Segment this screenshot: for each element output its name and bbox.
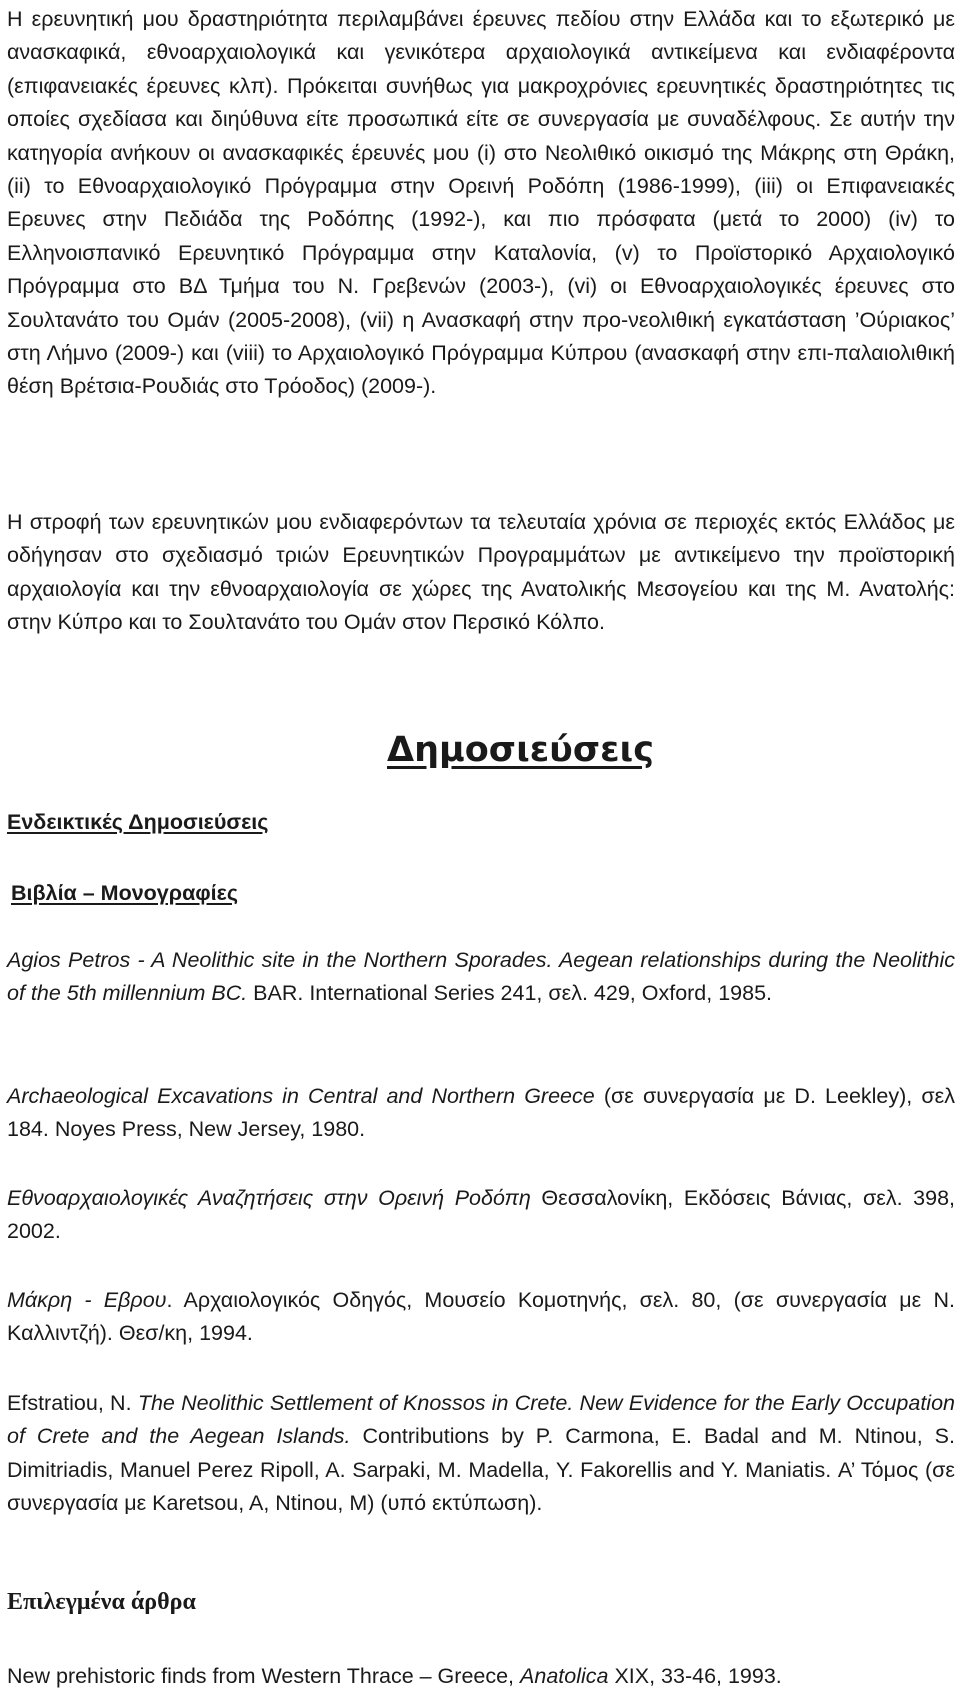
book-title: The Neolithic Settlement of Knossos in Crete. New Evidence for the Early Occupation of Crete and the Aegean Islands. [7,1391,955,1449]
book-details: (σε συνεργασία με D. Leekley), σελ 184. Noyes Press, New Jersey, 1980. [7,1084,955,1142]
book-details: Θεσσαλονίκη, Εκδόσεις Βάνιας, σελ. 398, 2002. [7,1186,956,1244]
selected-articles-heading: Επιλεγμένα άρθρα [7,1589,196,1615]
books-heading [11,881,238,906]
book-entry [7,1387,955,1521]
intro-paragraph-2: Η στροφή των ερευνητικών μου ενδιαφερόντων τα τελευταία χρόνια σε περιοχές εκτός Ελλάδος με οδήγησαν στο σχεδιασμό τριών Ερευνητικών Προγραμμάτων με αντικείμενο την προϊστορική αρχαιολογία και την εθνοαρχαιολογία σε χώρες της Ανατολικής Μεσογείου και της Μ. Ανατολής: στην Κύπρο και το Σουλτανάτο του Ομάν στον Περσικό Κόλπο. [7,510,955,635]
book-author: Efstratiou, N. [7,1391,138,1415]
book-title: Archaeological Excavations in Central and Northern Greece [7,1084,595,1108]
book-entry [7,1284,955,1351]
book-entry [7,1182,955,1249]
book-title: Εθνοαρχαιολογικές Αναζητήσεις στην Ορεινή Ροδόπη [7,1186,531,1210]
intro-paragraph-1: Η ερευνητική μου δραστηριότητα περιλαμβάνει έρευνες πεδίου στην Ελλάδα και το εξωτερικό με ανασκαφικά, εθνοαρχαιολογικά και γενικότερα αρχαιολογικά αντικείμενα και ενδιαφέροντα (επιφανειακές έρευνες κλπ). Πρόκειται συνήθως για μακροχρόνιες ερευνητικές δραστηριότητες τις οποίες σχεδίασα και διηύθυνα είτε προσωπικά είτε σε συνεργασία με συναδέλφους. Σε αυτήν την κατηγορία ανήκουν οι ανασκαφικές έρευνές μου (i) στο Νεολιθικό οικισμό της Μάκρης στη Θράκη, (ii) το Εθνοαρχαιολογικό Πρόγραμμα στην Ορεινή Ροδόπη (1986-1999), (iii) οι Επιφανειακές Ερευνες στην Πεδιάδα της Ροδόπης (1992-), και πιο πρόσφατα (μετά το 2000) (iv) το Ελληνοισπανικό Ερευνητικό Πρόγραμμα στην Καταλονία, (v) το Προϊστορικό Αρχαιολογικό Πρόγραμμα στο ΒΔ Τμήμα του Ν. Γρεβενών (2003-), (vi) οι Εθνοαρχαιολογικές έρευνες στο Σουλτανάτο του Ομάν (2005-2008), (vii) η Ανασκαφή στην προ-νεολιθική εγκατάσταση ’Ούριακος’ στη Λήμνο (2009-) και (viii) το Αρχαιολογικό Πρόγραμμα Κύπρου (ανασκαφή στην επι-παλαιολιθική θέση Βρέτσια-Ρουδιάς στο Τρόοδος) (2009-). [7,7,955,399]
book-title: Agios Petros - A Neolithic site in the Northern Sporades. Aegean relationships during the Neolithic of the 5th millennium BC. [7,948,955,1006]
book-details: Contributions by P. Carmona, E. Badal and M. Ntinou, S. Dimitriadis, Manuel Perez Ripoll, A. Sarpaki, M. Madella, Y. Fakorellis and Y. Maniatis. Α’ Τόμος (σε συνεργασία με Karetsou, A, Ntinou, M) (υπό εκτύπωση). [7,1424,955,1516]
book-title: Μάκρη - Εβρου [7,1288,167,1312]
indicative-publications-heading [7,810,268,835]
publications-title: Δημοσιεύσεις [387,730,654,770]
article-details: XIX, 33-46, 1993. [608,1664,782,1688]
book-entry [7,1080,955,1147]
article-entry [7,1660,955,1693]
books-heading-label: Βιβλία – Μονογραφίες [11,881,239,905]
book-details: . Αρχαιολογικός Οδηγός, Μουσείο Κομοτηνής, σελ. 80, (σε συνεργασία με Ν. Καλλιντζή). Θεσ/κη, 1994. [7,1288,955,1346]
article-journal: Anatolica [520,1664,609,1688]
article-title: New prehistoric finds from Western Thrace – Greece, [7,1664,521,1688]
indicative-publications-label: Ενδεικτικές Δημοσιεύσεις [7,810,269,834]
book-details: BAR. International Series 241, σελ. 429, Oxford, 1985. [247,981,773,1006]
book-entry [7,944,955,1011]
